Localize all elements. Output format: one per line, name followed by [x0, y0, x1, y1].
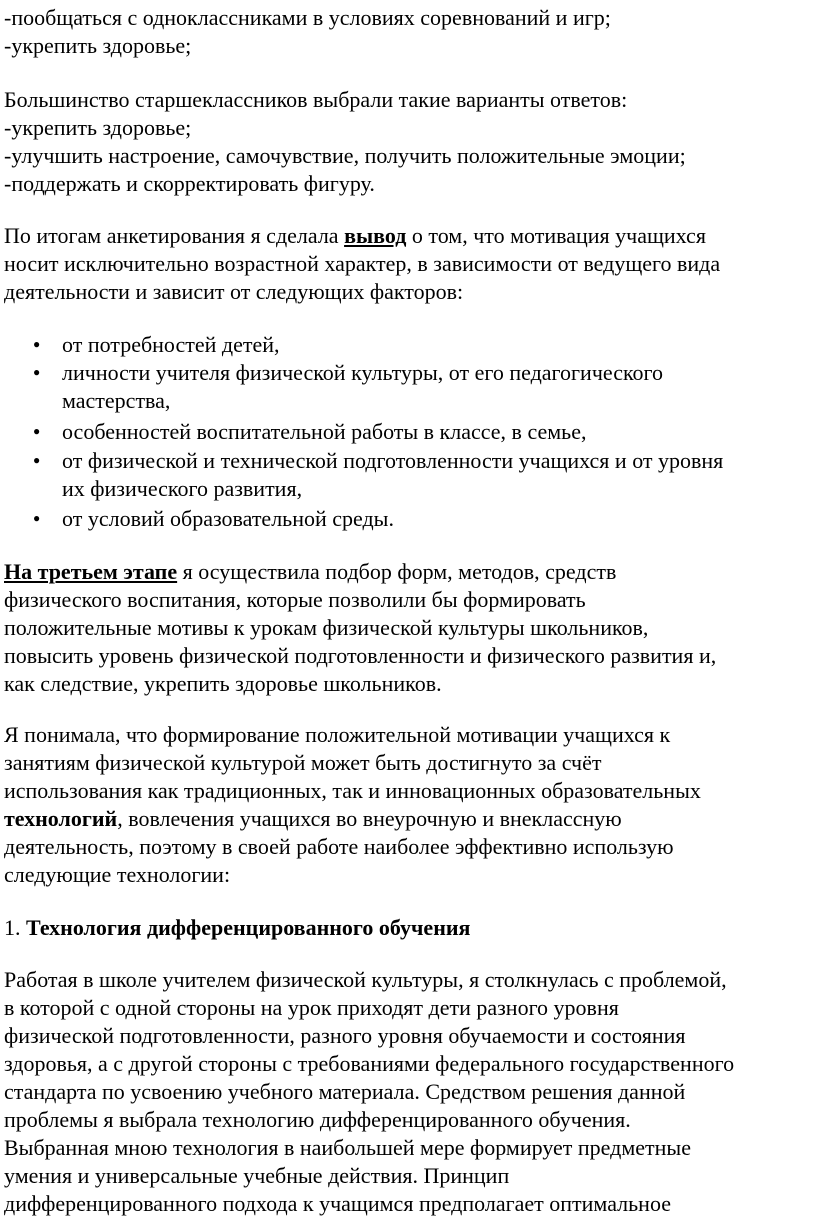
final-line-3: физической подготовленности, разного уровня обучаемости и состояния [4, 1023, 686, 1048]
bullet-icon: ● [33, 511, 41, 525]
factor-4-line-1: от физической и технической подготовленности учащихся и от уровня [62, 448, 724, 473]
bullet-icon: ● [33, 337, 41, 351]
factor-4-line-2: их физического развития, [62, 476, 303, 501]
conclusion-pre: По итогам анкетирования я сделала [4, 223, 345, 248]
bullet-icon: ● [33, 453, 41, 467]
factor-2-line-2: мастерства, [62, 388, 171, 413]
factor-1-line-1: от потребностей детей, [62, 332, 280, 357]
stage3-line-5: как следствие, укрепить здоровье школьников. [4, 671, 442, 696]
factor-5-line-1: от условий образовательной среды. [62, 506, 394, 531]
stage3-line-4: повысить уровень физической подготовленности и физического развития и, [4, 643, 717, 668]
final-line-7: Выбранная мною технология в наибольшей мере формирует предметные [4, 1135, 691, 1160]
stage3-rest: я осуществила подбор форм, методов, средств [177, 559, 617, 584]
stage3-line-3: положительные мотивы к урокам физической культуры школьников, [4, 615, 649, 640]
tech-line-4 [4, 805, 622, 832]
majority-intro: Большинство старшеклассников выбрали такие варианты ответов: [4, 87, 628, 112]
majority-answer-2: -улучшить настроение, самочувствие, получить положительные эмоции; [4, 143, 686, 168]
conclusion-post: о том, что мотивация учащихся [406, 223, 706, 248]
conclusion-line-3: деятельности и зависит от следующих факторов: [4, 279, 464, 304]
bullet-icon: ● [33, 365, 41, 379]
section-1-heading [4, 914, 470, 941]
section-1-title: Технология дифференцированного обучения [26, 915, 471, 940]
factor-3-line-1: особенностей воспитательной работы в классе, в семье, [62, 419, 587, 444]
tech-bold-word: технологий [4, 806, 118, 831]
final-line-9: дифференцированного подхода к учащимся предполагает оптимальное [4, 1191, 671, 1216]
final-line-2: в которой с одной стороны на урок приходят дети разного уровня [4, 995, 619, 1020]
final-line-4: здоровья, а с другой стороны с требованиями федерального государственного [4, 1051, 735, 1076]
stage3-line-2: физического воспитания, которые позволили бы формировать [4, 587, 586, 612]
final-line-8: умения и универсальные учебные действия. Принцип [4, 1163, 510, 1188]
intro-line-1: -пообщаться с одноклассниками в условиях соревнований и игр; [4, 5, 611, 30]
conclusion-line-1 [4, 222, 706, 249]
tech-line-6: следующие технологии: [4, 862, 231, 887]
majority-answer-1: -укрепить здоровье; [4, 115, 192, 140]
intro-line-2: -укрепить здоровье; [4, 33, 192, 58]
tech-line-5: деятельность, поэтому в своей работе наиболее эффективно использую [4, 834, 674, 859]
stage3-label: На третьем этапе [4, 559, 178, 584]
tech-after-bold: , вовлечения учащихся во внеурочную и внеклассную [117, 806, 622, 831]
tech-line-3: использования как традиционных, так и инновационных образовательных [4, 778, 701, 803]
section-1-number: 1. [4, 915, 26, 940]
majority-answer-3: -поддержать и скорректировать фигуру. [4, 171, 375, 196]
conclusion-line-2: носит исключительно возрастной характер, в зависимости от ведущего вида [4, 251, 721, 276]
bullet-icon: ● [33, 424, 41, 438]
tech-line-2: занятиям физической культурой может быть достигнуто за счёт [4, 750, 602, 775]
final-line-5: стандарта по усвоению учебного материала. Средством решения данной [4, 1079, 686, 1104]
tech-line-1: Я понимала, что формирование положительной мотивации учащихся к [4, 722, 671, 747]
final-line-1: Работая в школе учителем физической культуры, я столкнулась с проблемой, [4, 967, 727, 992]
stage3-line-1 [4, 558, 616, 585]
factor-2-line-1: личности учителя физической культуры, от его педагогического [62, 360, 664, 385]
final-line-6: проблемы я выбрала технологию дифференцированного обучения. [4, 1107, 631, 1132]
conclusion-keyword: вывод [344, 223, 407, 248]
